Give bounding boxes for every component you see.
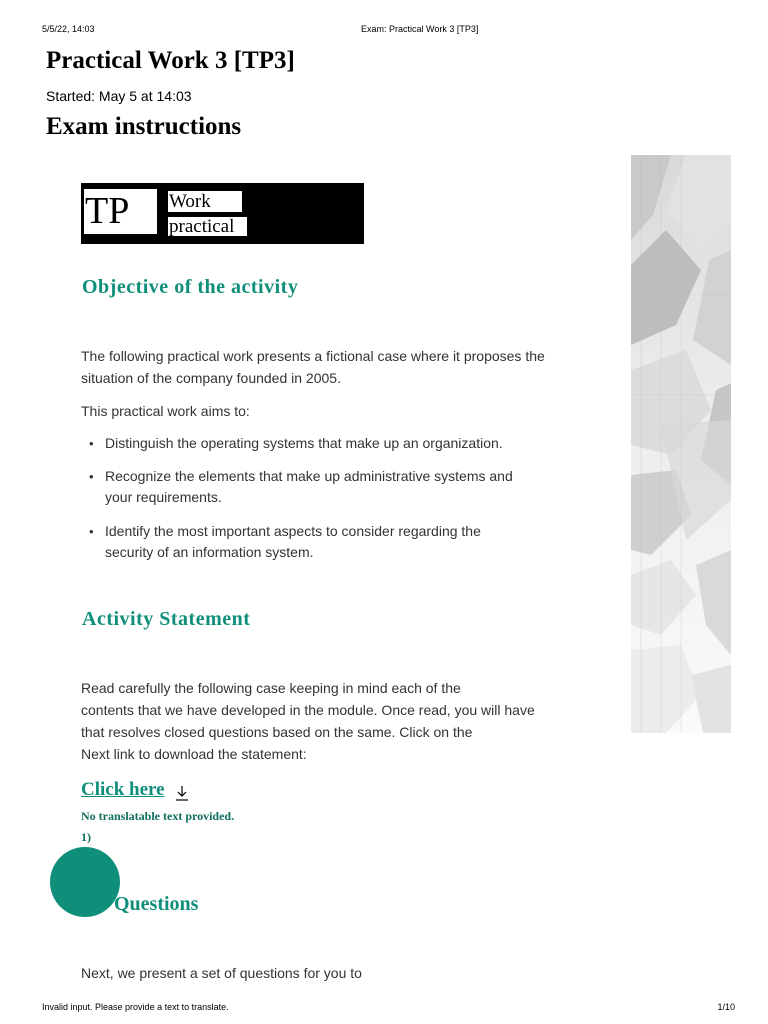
bullet-2-line1: Recognize the elements that make up administrative systems and — [105, 468, 513, 484]
download-arrow-icon[interactable] — [175, 785, 189, 801]
statement-line2: contents that we have developed in the module. Once read, you will have — [81, 702, 535, 718]
statement-line1: Read carefully the following case keeping in mind each of the — [81, 680, 461, 696]
list-item — [81, 521, 585, 563]
objective-para1-line2: situation of the company founded in 2005. — [81, 370, 341, 386]
tp-banner-word1: Work — [168, 191, 242, 212]
activity-statement-heading: Activity Statement — [82, 608, 251, 630]
objective-heading: Objective of the activity — [82, 276, 299, 298]
list-item — [81, 466, 585, 508]
bullet-3-line2: security of an information system. — [105, 544, 314, 560]
objective-para1-line1: The following practical work presents a fictional case where it proposes the — [81, 348, 545, 364]
questions-heading: Questions — [114, 893, 199, 915]
tp-banner-tp: TP — [84, 189, 157, 234]
tp-banner-image — [81, 183, 364, 244]
questions-intro: Next, we present a set of questions for you to — [81, 965, 362, 981]
statement-line3: that resolves closed questions based on the same. Click on the — [81, 724, 473, 740]
print-doc-title: Exam: Practical Work 3 [TP3] — [361, 24, 479, 34]
print-footer-text: Invalid input. Please provide a text to translate. — [42, 1002, 229, 1012]
objective-para1 — [81, 345, 545, 389]
statement-note: No translatable text provided. — [81, 809, 235, 823]
download-statement-link[interactable]: Click here — [81, 779, 165, 800]
print-date: 5/5/22, 14:03 — [42, 24, 95, 34]
tp-banner-word2: practical — [168, 217, 247, 236]
started-timestamp: Started: May 5 at 14:03 — [46, 88, 192, 104]
exam-instructions-title: Exam instructions — [46, 113, 242, 140]
statement-line4: Next link to download the statement: — [81, 746, 307, 762]
statement-paragraph — [81, 677, 535, 765]
decorative-side-image — [631, 155, 731, 733]
bullet-1-line1: Distinguish the operating systems that make up an organization. — [105, 435, 503, 451]
page-title: Practical Work 3 [TP3] — [46, 47, 295, 74]
teal-circle-decoration — [50, 847, 120, 917]
bullet-2-line2: your requirements. — [105, 489, 222, 505]
question-number: 1) — [81, 830, 91, 844]
list-item — [81, 433, 585, 454]
objective-para2: This practical work aims to: — [81, 403, 250, 419]
decorative-pattern — [631, 155, 731, 733]
page-number: 1/10 — [717, 1002, 735, 1012]
bullet-3-line1: Identify the most important aspects to consider regarding the — [105, 523, 481, 539]
